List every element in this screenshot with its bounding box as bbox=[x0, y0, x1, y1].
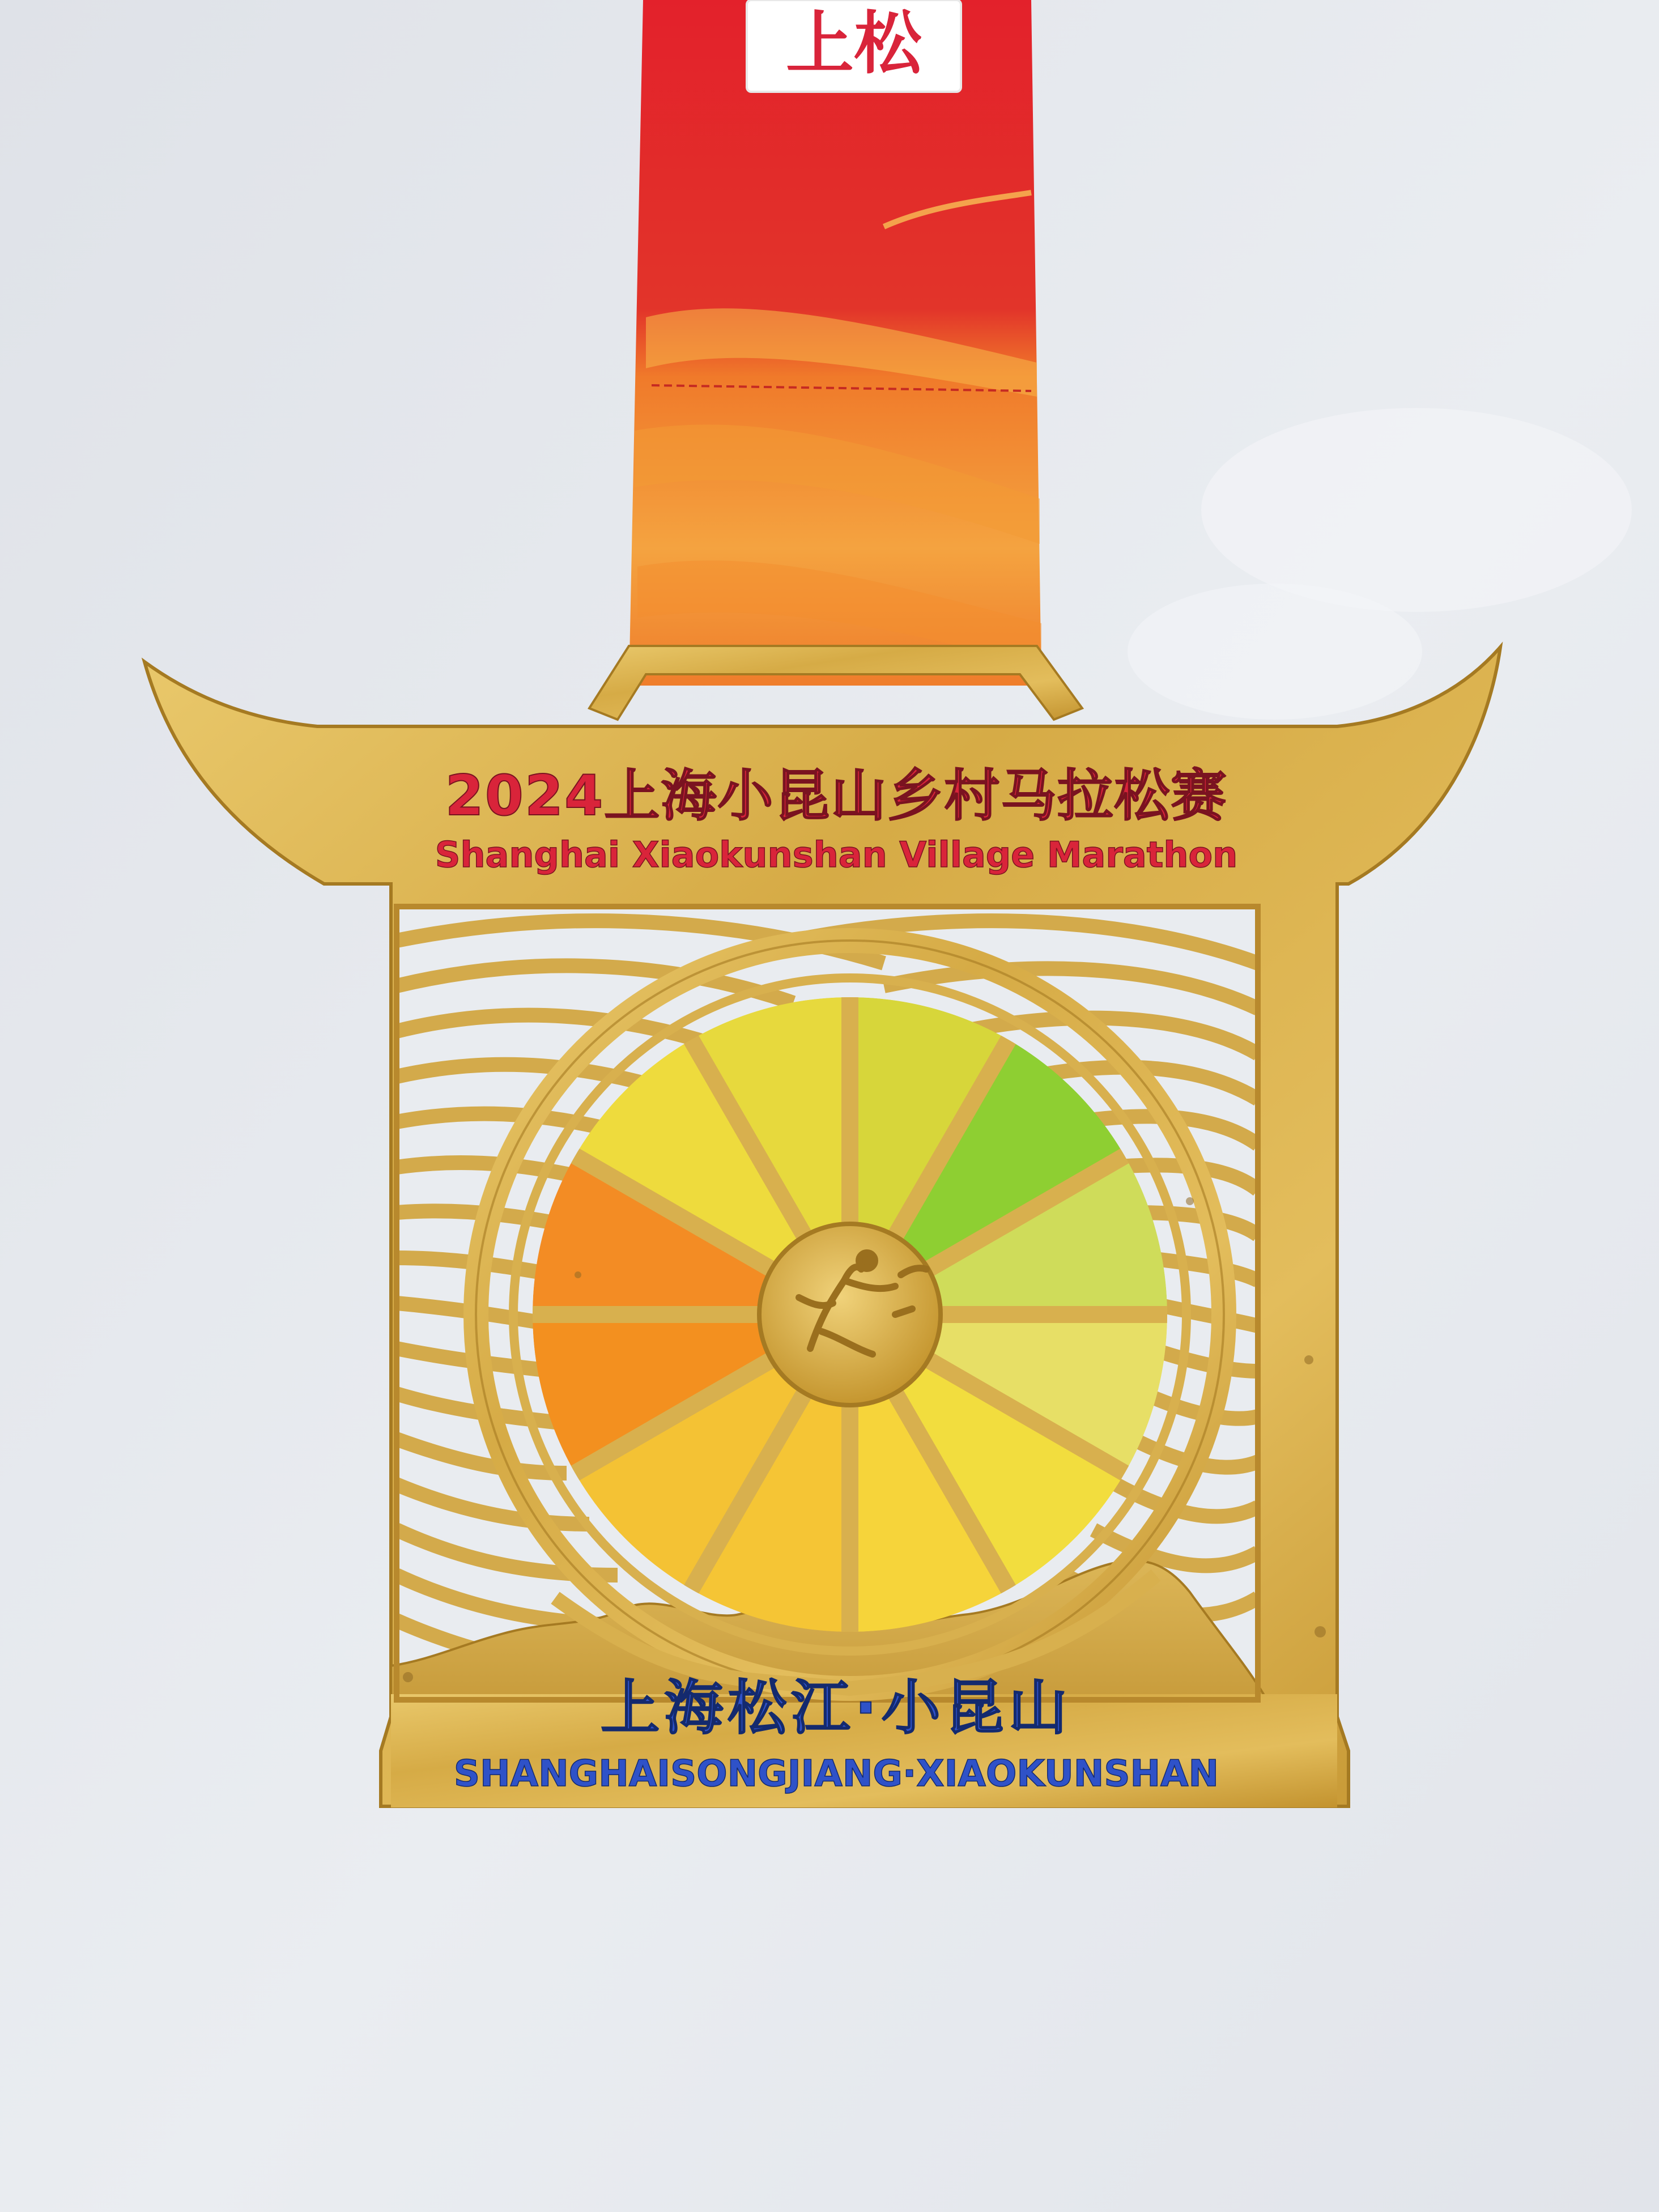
ribbon bbox=[629, 0, 1041, 686]
medal-location-cn: 上海松江·小昆山 bbox=[601, 1673, 1072, 1742]
medal-location-en: SHANGHAISONGJIANG·XIAOKUNSHAN bbox=[453, 1753, 1219, 1795]
medal-title-cn: 2024上海小昆山乡村马拉松赛 bbox=[445, 764, 1228, 828]
ribbon-tag-text: 上松 bbox=[786, 3, 922, 83]
medal-title-en: Shanghai Xiaokunshan Village Marathon bbox=[435, 834, 1238, 875]
sun-wheel bbox=[476, 941, 1224, 1688]
